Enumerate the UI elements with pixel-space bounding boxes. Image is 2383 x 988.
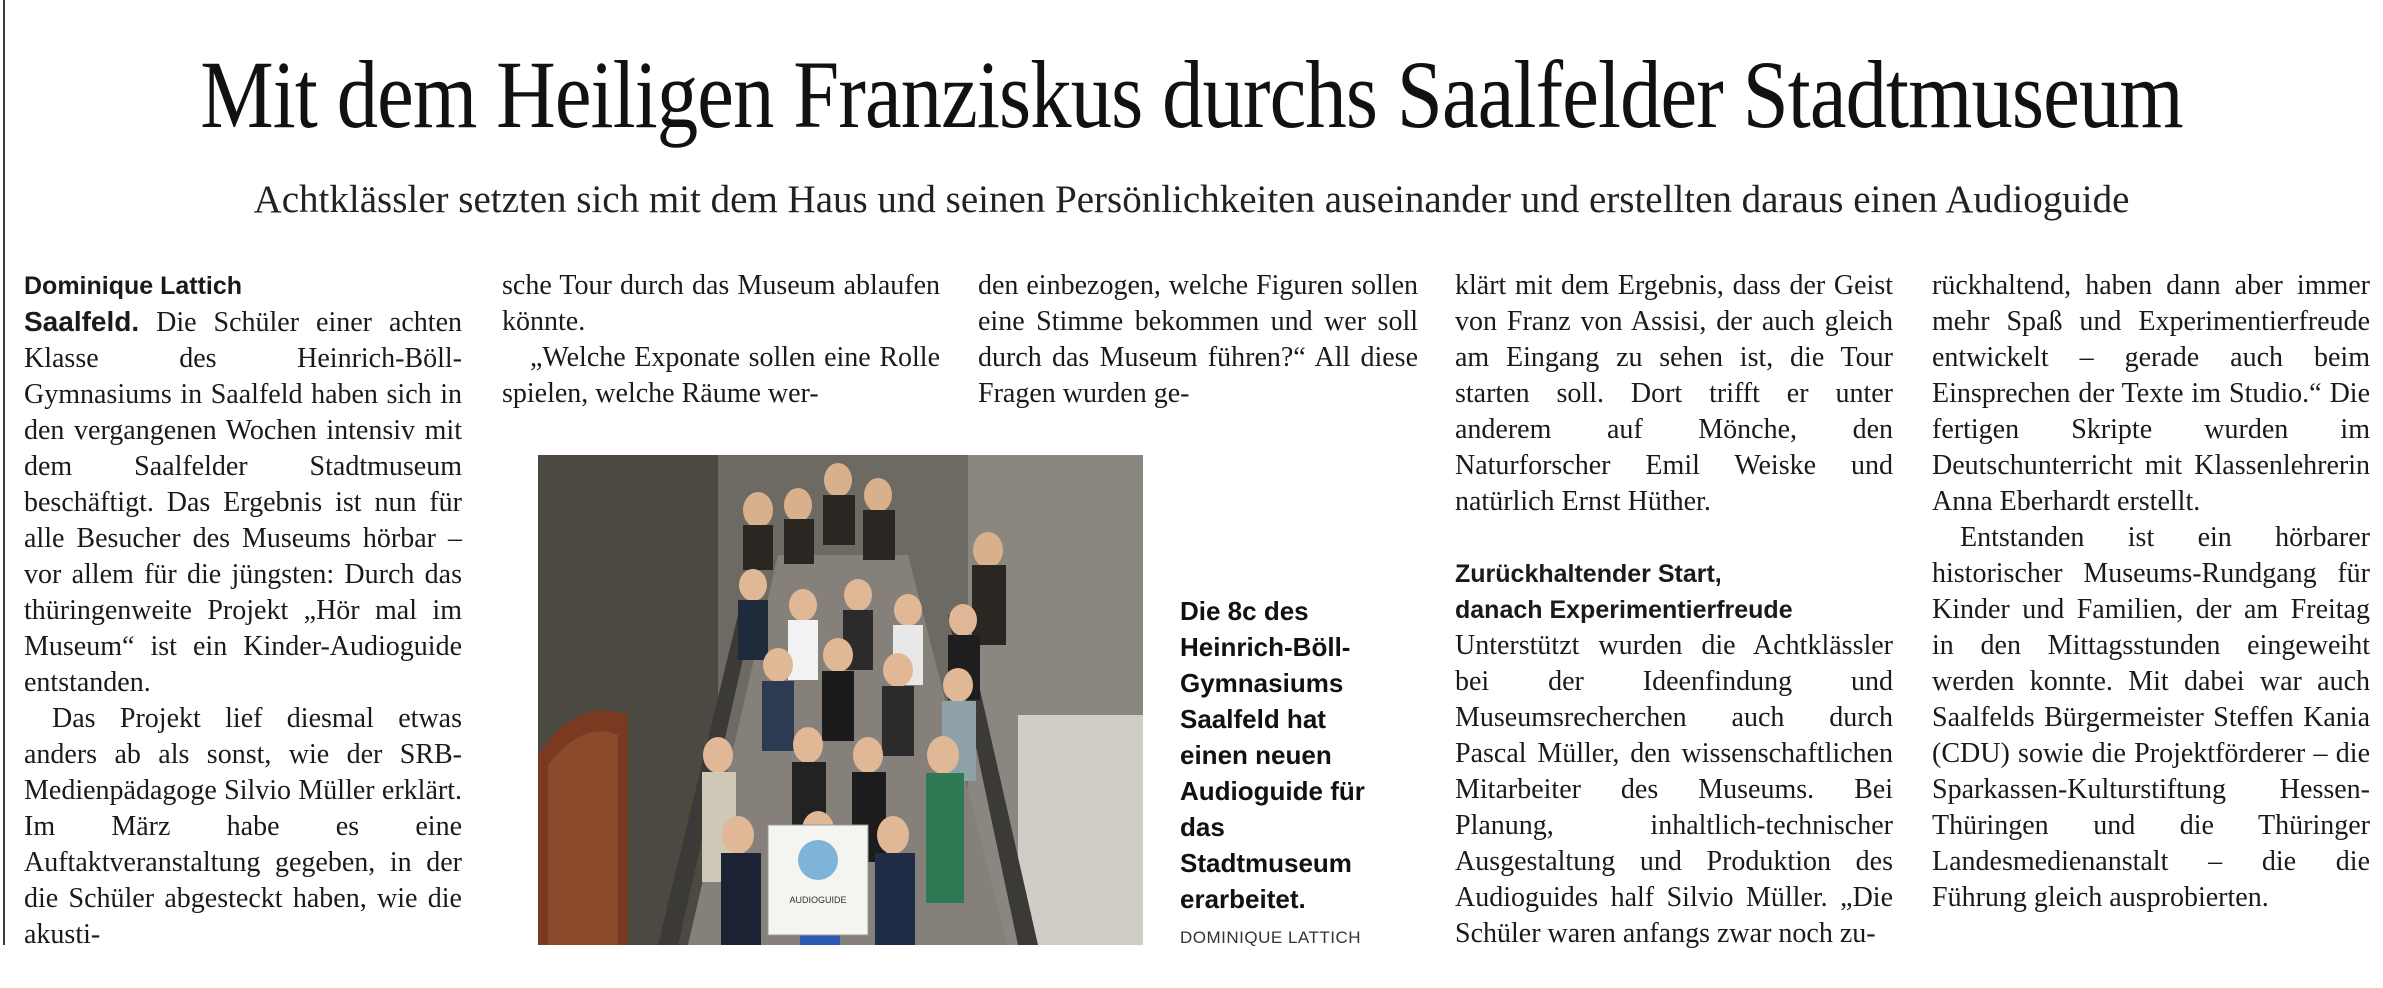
paragraph: „Welche Exponate sollen eine Rolle spielen, welche Räume wer- bbox=[502, 342, 940, 409]
article-photo bbox=[538, 455, 1143, 945]
paragraph: rückhaltend, haben dann aber immer mehr Spaß und Experimentierfreude entwickelt – gerade auch beim Einsprechen der Texte im Studio.“ Die fertigen Skripte wurden im Deutschunterricht mit Klassenlehrerin Anna Eberhardt erstellt. bbox=[1932, 270, 2370, 517]
paragraph-text: Die Schüler einer achten Klasse des Heinrich-Böll-Gymnasiums in Saalfeld haben sich in den vergangenen Wochen intensiv mit dem Saalfelder Stadtmuseum beschäftigt. Das Ergebnis ist nun für alle Besucher des Museums hörbar – vor allem für die jüngsten: Durch das thüringenweite Projekt „Hör mal im Museum“ ist ein Kinder-Audioguide entstanden. bbox=[24, 307, 463, 698]
text-column-4 bbox=[1455, 268, 1893, 952]
author-byline: Dominique Lattich bbox=[24, 272, 243, 300]
paragraph: den einbezogen, welche Figuren sollen eine Stimme bekommen und wer soll durch das Museum führen?“ All diese Fragen wurden ge- bbox=[978, 270, 1418, 409]
paragraph bbox=[24, 304, 462, 701]
paragraph: Das Projekt lief diesmal etwas anders ab als sonst, wie der SRB-Medienpädagoge Silvio Müller erklärt. Im März habe es eine Auftaktveranstaltung gegeben, in der die Schüler abgesteckt haben, wie die akusti- bbox=[24, 703, 462, 950]
section-subheading bbox=[1455, 556, 1893, 628]
dateline: Saalfeld. bbox=[24, 306, 140, 337]
paragraph: Unterstützt wurden die Achtklässler bei der Ideenfindung und Museumsrecherchen auch durch Pascal Müller, den wissenschaftlichen Mitarbeiter des Museums. Bei Planung, inhaltlich-technischer Ausgestaltung und Produktion des Audioguides half Silvio Müller. „Die Schüler waren anfangs zwar noch zu- bbox=[1455, 630, 1893, 949]
column-rule bbox=[3, 0, 5, 945]
text-column-5 bbox=[1932, 268, 2370, 916]
paragraph: sche Tour durch das Museum ablaufen könnte. bbox=[502, 270, 940, 337]
text-column-2 bbox=[502, 268, 940, 412]
subheading-line: danach Experimentierfreude bbox=[1455, 596, 1793, 624]
text-column-3 bbox=[978, 268, 1418, 412]
paragraph: Entstanden ist ein hörbarer historischer Museums-Rundgang für Kinder und Familien, der am Freitag in den Mittagsstunden eingeweiht werden konnte. Mit dabei war auch Saalfelds Bürgermeister Steffen Kania (CDU) sowie die Projektförderer – die Sparkassen-Kulturstiftung Hessen-Thüringen und die Thüringer Landesmedienanstalt – die die Führung gleich ausprobierten. bbox=[1932, 522, 2370, 913]
paragraph: klärt mit dem Ergebnis, dass der Geist von Franz von Assisi, der auch gleich am Eingang zu sehen ist, die Tour starten soll. Dort trifft er unter anderem auf Mönche, den Naturforscher Emil Weiske und natürlich Ernst Hüther. bbox=[1455, 270, 1893, 517]
photo-credit: DOMINIQUE LATTICH bbox=[1180, 928, 1362, 947]
subheadline: Achtklässler setzten sich mit dem Haus und seinen Persönlichkeiten auseinander und erstellten daraus einen Audioguide bbox=[253, 178, 2130, 221]
photo-caption: Die 8c des Heinrich-Böll-Gymnasiums Saalfeld hat einen neuen Audioguide für das Stadtmuseum erarbeitet. bbox=[1180, 596, 1365, 914]
subheading-line: Zurückhaltender Start, bbox=[1455, 560, 1722, 588]
text-column-1 bbox=[24, 268, 462, 953]
group-photo-illustration bbox=[538, 455, 1143, 945]
poster-text: AUDIOGUIDE bbox=[789, 895, 847, 905]
headline: Mit dem Heiligen Franziskus durchs Saalfelder Stadtmuseum bbox=[200, 41, 2183, 148]
